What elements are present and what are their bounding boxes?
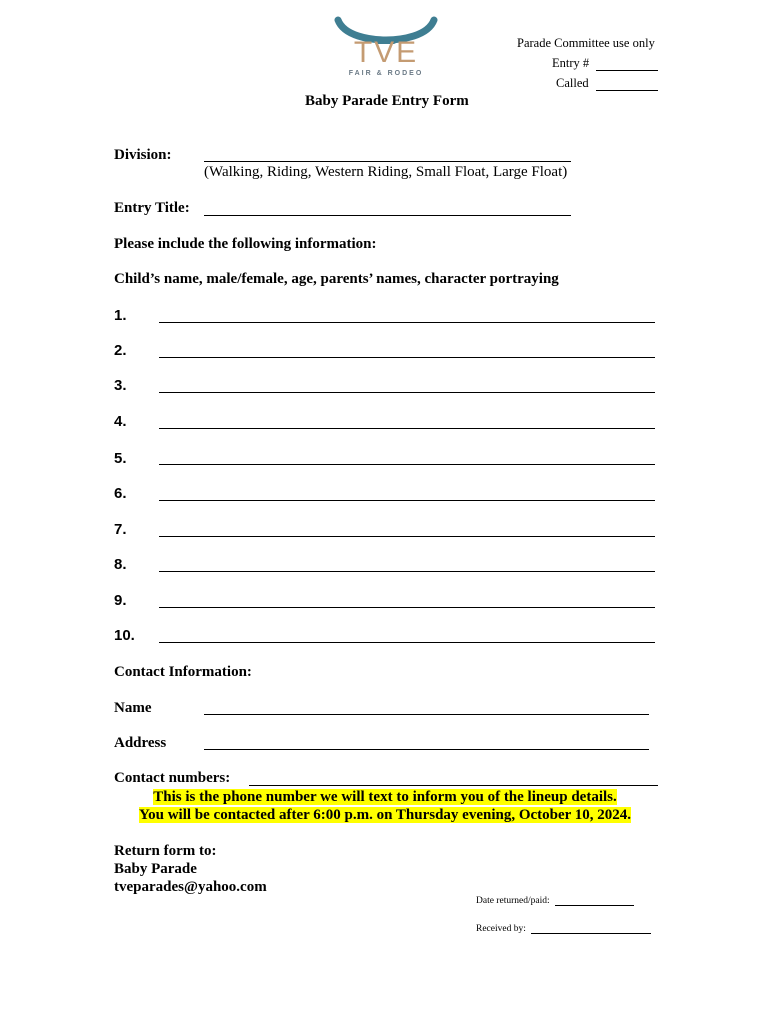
entry-line[interactable]: [159, 464, 655, 465]
committee-heading: Parade Committee use only: [517, 36, 655, 50]
contact-name-label: Name: [114, 700, 152, 716]
entry-number: 7.: [114, 521, 127, 538]
entry-line[interactable]: [159, 607, 655, 608]
entry-title-field[interactable]: [204, 215, 571, 216]
contact-note-1-text: This is the phone number we will text to inform you of the lineup details.: [153, 789, 617, 805]
info-heading: Please include the following information:: [114, 236, 377, 252]
contact-name-field[interactable]: [204, 714, 649, 715]
contact-note-2: [0, 807, 770, 824]
entry-number: 9.: [114, 592, 127, 609]
contact-numbers-label: Contact numbers:: [114, 770, 231, 786]
contact-address-field[interactable]: [204, 749, 649, 750]
logo-letters: TVE: [353, 36, 419, 69]
logo: [330, 14, 442, 84]
return-email: tveparades@yahoo.com: [114, 879, 267, 895]
entry-line[interactable]: [159, 322, 655, 323]
entry-line[interactable]: [159, 536, 655, 537]
entry-line[interactable]: [159, 642, 655, 643]
contact-numbers-field[interactable]: [249, 785, 658, 786]
entry-number: 3.: [114, 377, 127, 394]
division-label: Division:: [114, 147, 172, 163]
entry-number: 4.: [114, 413, 127, 430]
date-returned-field[interactable]: [555, 905, 634, 906]
return-heading: Return form to:: [114, 843, 217, 859]
division-options: (Walking, Riding, Western Riding, Small Float, Large Float): [204, 164, 568, 180]
committee-called-field[interactable]: [596, 90, 658, 91]
entry-number: 1.: [114, 307, 127, 324]
contact-note-2-text: You will be contacted after 6:00 p.m. on Thursday evening, October 10, 2024.: [138, 807, 632, 823]
entry-line[interactable]: [159, 571, 655, 572]
info-fields: Child’s name, male/female, age, parents’ names, character portraying: [114, 271, 559, 287]
received-by-field[interactable]: [531, 933, 651, 934]
committee-entry-label: Entry #: [552, 56, 590, 70]
received-by-label: Received by:: [476, 924, 526, 934]
entry-line[interactable]: [159, 392, 655, 393]
entry-line[interactable]: [159, 357, 655, 358]
entry-line[interactable]: [159, 428, 655, 429]
entry-number: 5.: [114, 450, 127, 467]
page-title: Baby Parade Entry Form: [305, 93, 469, 109]
entry-number: 8.: [114, 556, 127, 573]
committee-entry-field[interactable]: [596, 70, 658, 71]
contact-heading: Contact Information:: [114, 664, 252, 680]
entry-title-label: Entry Title:: [114, 200, 190, 216]
entry-line[interactable]: [159, 500, 655, 501]
entry-number: 6.: [114, 485, 127, 502]
committee-called-label: Called: [556, 76, 589, 90]
division-field[interactable]: [204, 161, 571, 162]
entry-number: 2.: [114, 342, 127, 359]
contact-note-1: [0, 789, 770, 806]
date-returned-label: Date returned/paid:: [476, 896, 550, 906]
contact-address-label: Address: [114, 735, 167, 751]
return-name: Baby Parade: [114, 861, 197, 877]
entry-number: 10.: [114, 627, 135, 644]
logo-tagline: FAIR & RODEO: [348, 70, 424, 77]
